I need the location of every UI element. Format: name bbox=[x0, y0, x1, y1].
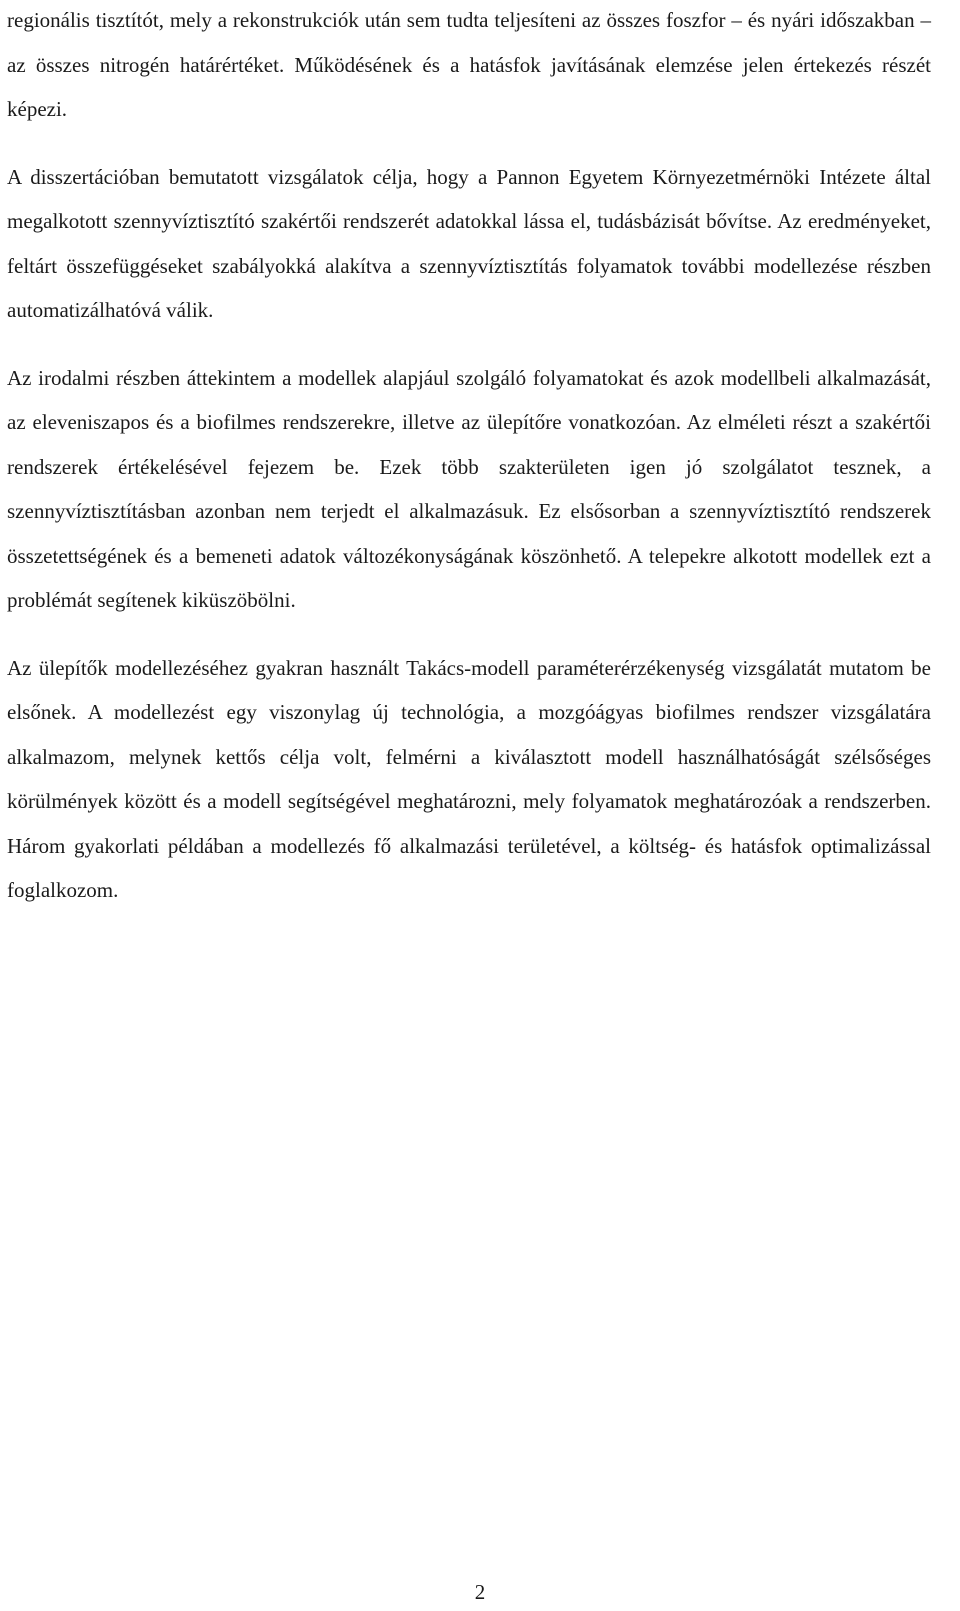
paragraph-1: regionális tisztítót, mely a rekonstrukciók után sem tudta teljesíteni az összes foszfor – és nyári időszakban – az összes nitrogén határértéket. Működésének és a hatásfok javításának elemzése jelen értekezés részét képezi. bbox=[7, 8, 931, 121]
paragraph-2: A disszertációban bemutatott vizsgálatok célja, hogy a Pannon Egyetem Környezetmérnöki Intézete által megalkotott szennyvíztisztító szakértői rendszerét adatokkal lássa el, tudásbázisát bővítse. Az eredményeket, feltárt összefüggéseket szabályokká alakítva a szennyvíztisztítás folyamatok további modellezése részben automatizálhatóvá válik. bbox=[7, 164, 931, 322]
page-number: 2 bbox=[474, 1580, 486, 1604]
paragraph-4: Az ülepítők modellezéséhez gyakran használt Takács-modell paraméterérzékenység vizsgálatát mutatom be elsőnek. A modellezést egy viszonylag új technológia, a mozgóágyas biofilmes rendszer vizsgálatára alkalmazom, melynek kettős célja volt, felmérni a kiválasztott modell használhatóságát szélsőséges körülmények között és a modell segítségével meghatározni, mely folyamatok meghatározóak a rendszerben. Három gyakorlati példában a modellezés fő alkalmazási területével, a költség- és hatásfok optimalizással foglalkozom. bbox=[7, 655, 931, 902]
paragraph-3: Az irodalmi részben áttekintem a modellek alapjául szolgáló folyamatokat és azok modellbeli alkalmazását, az eleveniszapos és a biofilmes rendszerekre, illetve az ülepítőre vonatkozóan. Az elméleti részt a szakértői rendszerek értékelésével fejezem be. Ezek több szakterületen igen jó szolgálatot tesznek, a szennyvíztisztításban azonban nem terjedt el alkalmazásuk. Ez elsősorban a szennyvíztisztító rendszerek összetettségének és a bemeneti adatok változékonyságának köszönhető. A telepekre alkotott modellek ezt a problémát segítenek kiküszöbölni. bbox=[7, 365, 931, 612]
document-page bbox=[7, 0, 931, 913]
